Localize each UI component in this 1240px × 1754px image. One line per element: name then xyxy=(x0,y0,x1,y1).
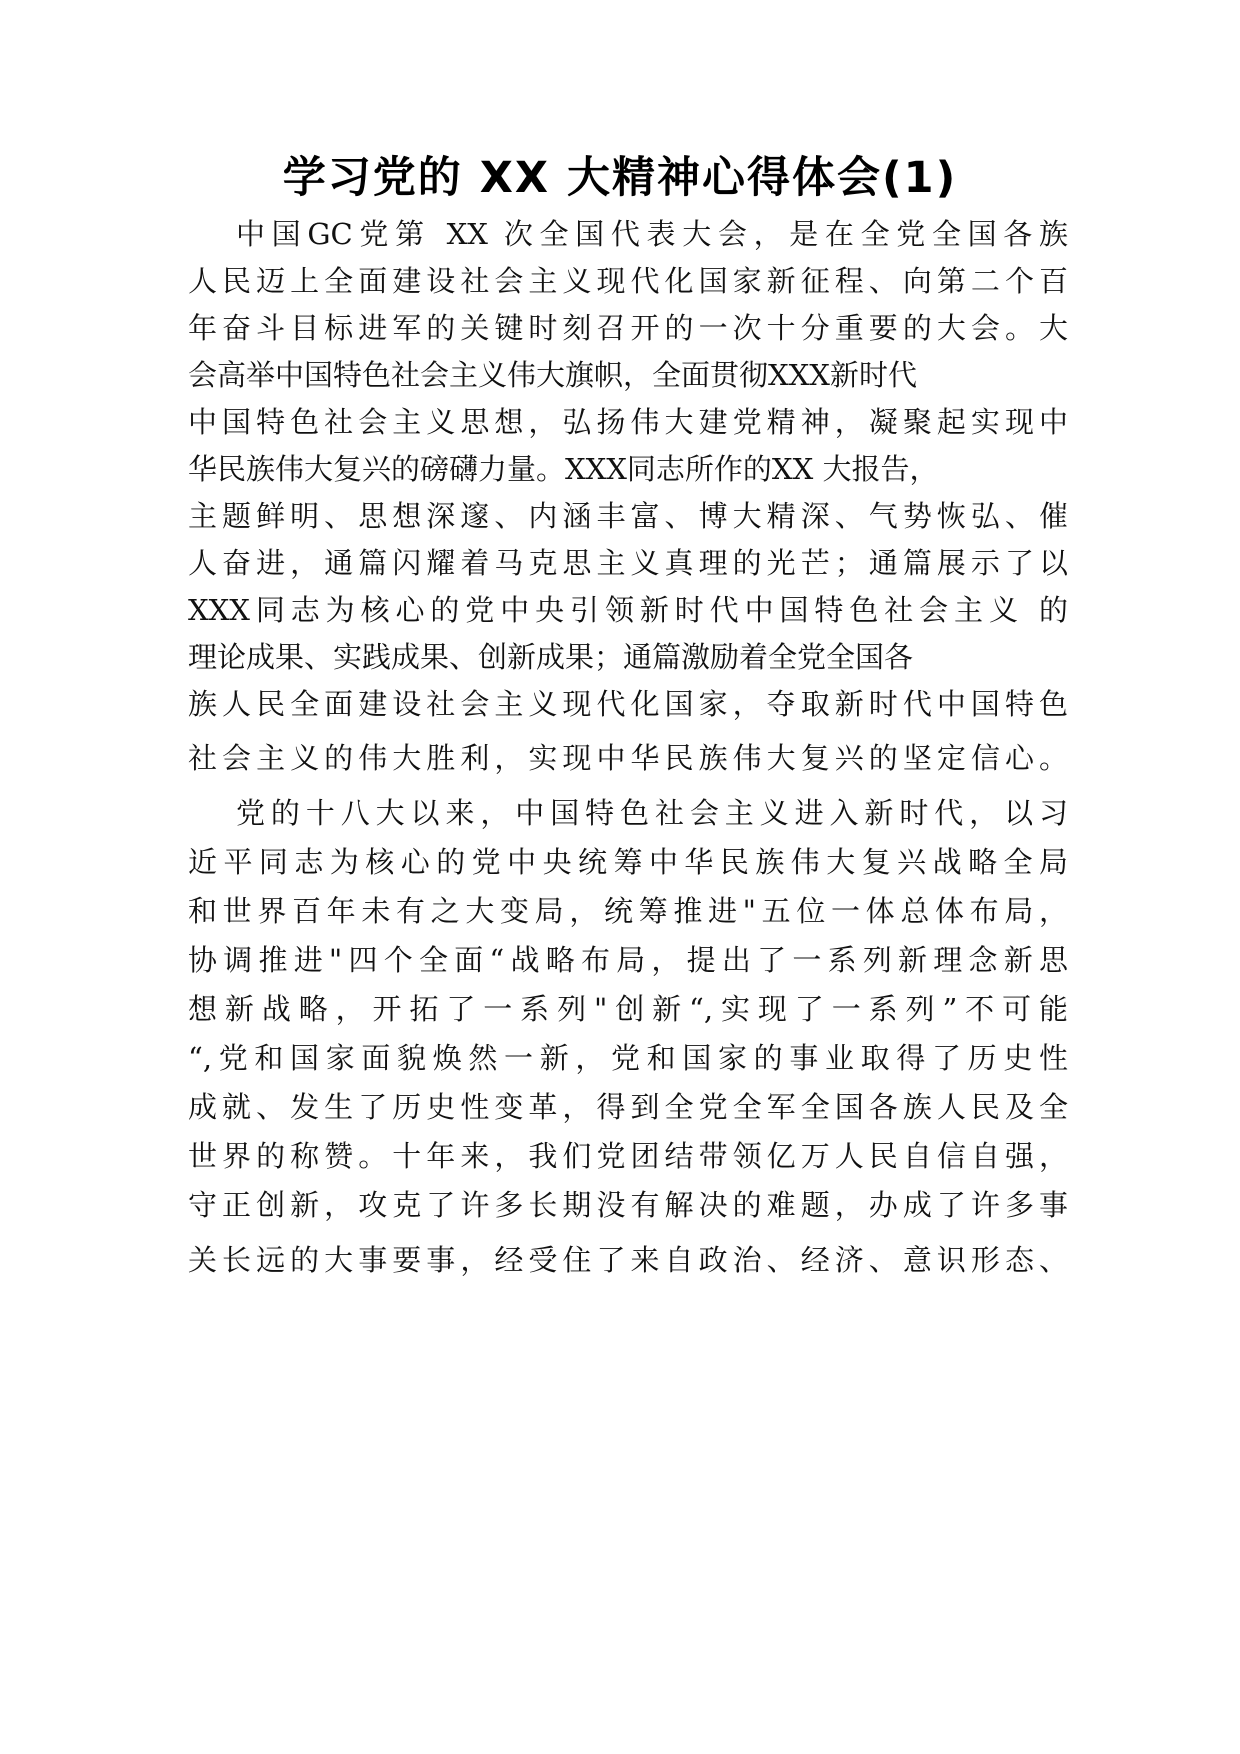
paragraph-2-line-9: 守正创新，攻克了许多长期没有解决的难题，办成了许多事 xyxy=(188,1188,1068,1222)
paragraph-1-line-10: 理论成果、实践成果、创新成果；通篇激励着全党全国各 xyxy=(188,640,914,674)
paragraph-2-line-3: 和世界百年未有之大变局，统筹推进"五位一体总体布局， xyxy=(188,894,1068,928)
paragraph-2-line-7: 成就、发生了历史性变革，得到全党全军全国各族人民及全 xyxy=(188,1090,1068,1124)
paragraph-2-line-2: 近平同志为核心的党中央统筹中华民族伟大复兴战略全局 xyxy=(188,845,1068,879)
paragraph-1-line-1: 中国GC党第 XX 次全国代表大会，是在全党全国各族 xyxy=(236,217,1068,251)
paragraph-1-line-5: 中国特色社会主义思想，弘扬伟大建党精神，凝聚起实现中 xyxy=(188,405,1068,439)
paragraph-2-line-4: 协调推进"四个全面“战略布局，提出了一系列新理念新思 xyxy=(188,943,1068,977)
paragraph-1-line-4: 会高举中国特色社会主义伟大旗帜，全面贯彻XXX新时代 xyxy=(188,358,917,392)
paragraph-1-line-12: 社会主义的伟大胜利，实现中华民族伟大复兴的坚定信心。 xyxy=(188,741,1068,775)
paragraph-1-line-2: 人民迈上全面建设社会主义现代化国家新征程、向第二个百 xyxy=(188,264,1068,298)
paragraph-1-line-9: XXX同志为核心的党中央引领新时代中国特色社会主义 的 xyxy=(188,593,1068,627)
paragraph-1-line-8: 人奋进，通篇闪耀着马克思主义真理的光芒；通篇展示了以 xyxy=(188,546,1068,580)
paragraph-2-line-5: 想新战略，开拓了一系列"创新“,实现了一系列”不可能 xyxy=(188,992,1068,1026)
paragraph-1-line-11: 族人民全面建设社会主义现代化国家，夺取新时代中国特色 xyxy=(188,687,1068,721)
paragraph-2-line-1: 党的十八大以来，中国特色社会主义进入新时代，以习 xyxy=(236,796,1068,830)
paragraph-1-line-7: 主题鲜明、思想深邃、内涵丰富、博大精深、气势恢弘、催 xyxy=(188,499,1068,533)
paragraph-2-line-10: 关长远的大事要事，经受住了来自政治、经济、意识形态、 xyxy=(188,1243,1068,1277)
paragraph-1-line-3: 年奋斗目标进军的关键时刻召开的一次十分重要的大会。大 xyxy=(188,311,1068,345)
document-title: 学习党的 XX 大精神心得体会(1) xyxy=(282,153,958,203)
paragraph-1-line-6: 华民族伟大复兴的磅礴力量。XXX同志所作的XX 大报告， xyxy=(188,452,939,486)
paragraph-2-line-8: 世界的称赞。十年来，我们党团结带领亿万人民自信自强， xyxy=(188,1139,1068,1173)
paragraph-2-line-6: “,党和国家面貌焕然一新，党和国家的事业取得了历史性 xyxy=(188,1041,1068,1075)
